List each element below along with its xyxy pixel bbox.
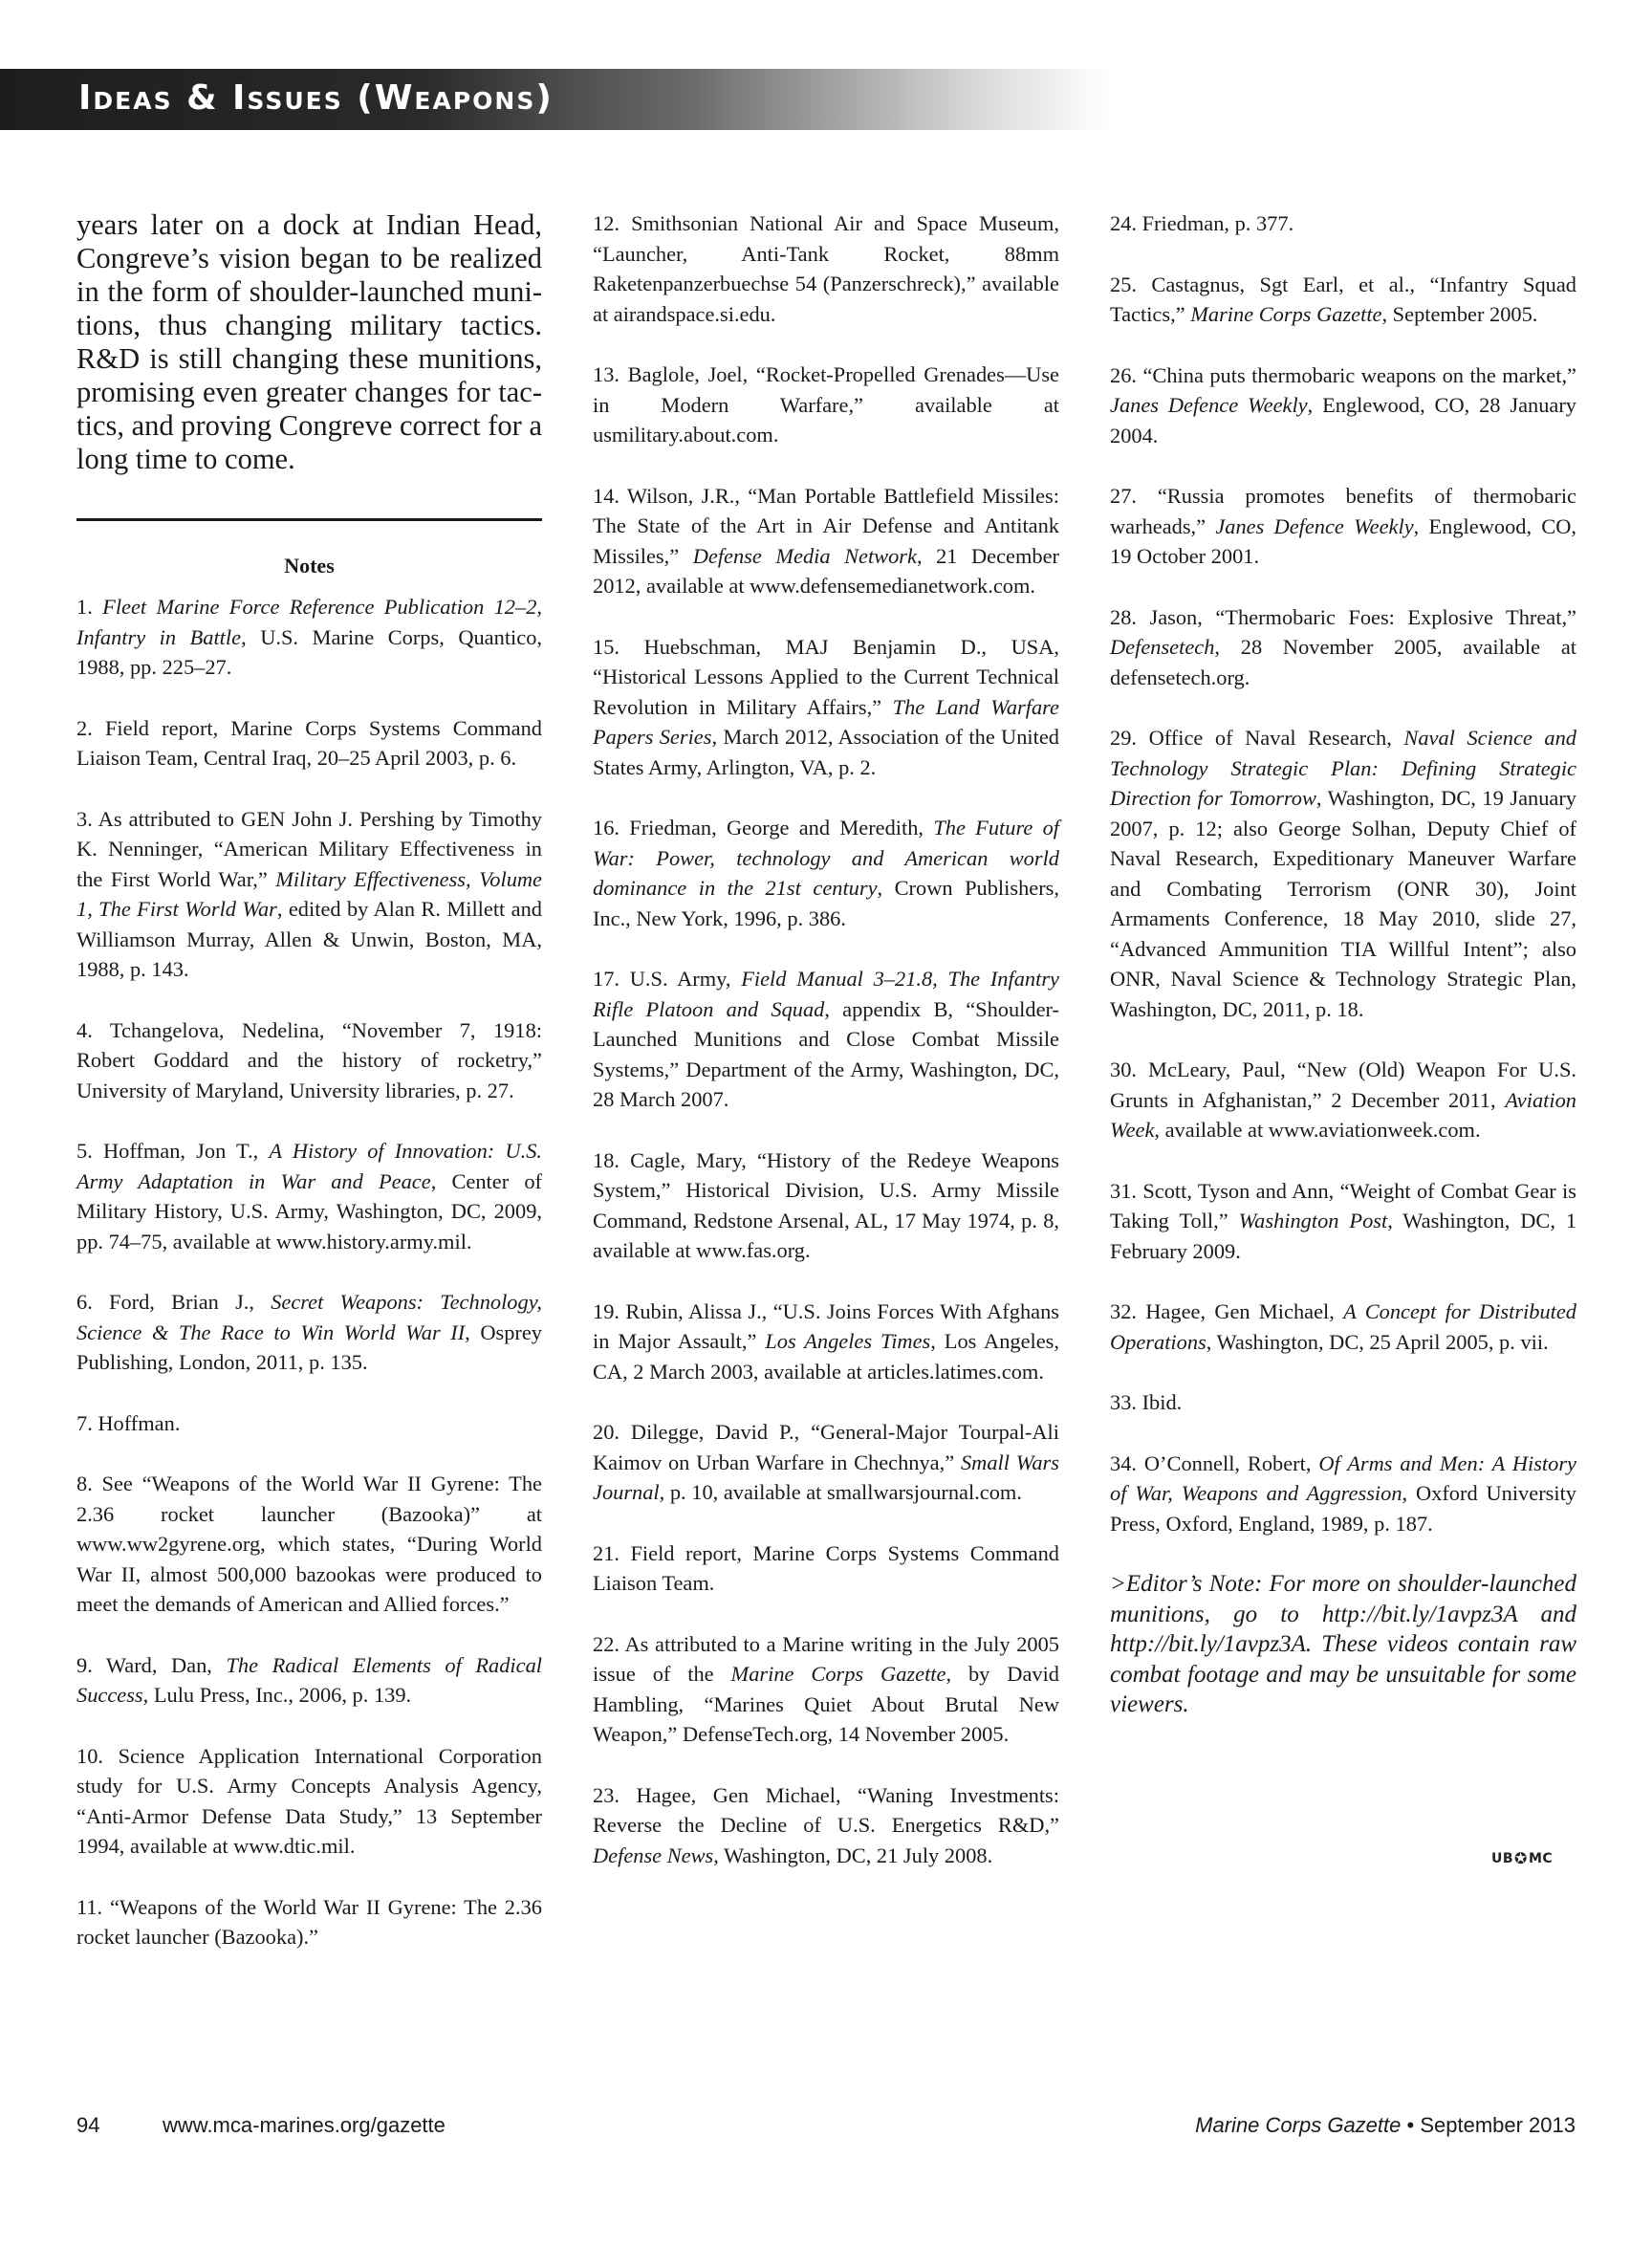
note-item (1110, 1297, 1576, 1357)
note-text: 33. Ibid. (1110, 1390, 1183, 1414)
note-item (76, 592, 542, 683)
note-title: Marine Corps Gazette (730, 1662, 946, 1686)
note-title: Janes Defence Weekly (1215, 513, 1414, 538)
note-text: 7. Hoffman. (76, 1410, 181, 1435)
note-item (1110, 360, 1576, 451)
note-text: 11. “Weapons of the World War II Gyrene: The 2.36 rocket launcher (Bazooka).” (76, 1894, 542, 1949)
note-item (593, 1538, 1059, 1599)
note-item (76, 1136, 542, 1256)
note-text: 8. See “Weapons of the World War II Gyrene: The 2.36 rocket launcher (Bazooka)” at www.ww2gyrene.org, which states, “During World War II, almost 500,000 bazookas were produced to meet the demands of American and Allied forces.” (76, 1472, 542, 1616)
page-number: 94 (76, 2113, 100, 2137)
note-text: 2. Field report, Marine Corps Systems Command Liaison Team, Central Iraq, 20–25 April 2003, p. 6. (76, 715, 542, 770)
note-text: , March 2012, Association of the United States Army, Arlington, VA, p. 2. (593, 725, 1059, 779)
column-1 (76, 208, 542, 1983)
note-text: 10. Science Application International Corporation study for U.S. Army Concepts Analysis Agency, “Anti-Armor Defense Data Study,” 13 September 1994, available at www.dtic.mil. (76, 1743, 542, 1858)
note-text: 29. Office of Naval Research, (1110, 726, 1404, 750)
note-title: Military Effectiveness, Volume 1, The First World War (76, 866, 542, 921)
note-title: A Concept for Distributed Operations (1110, 1299, 1576, 1354)
note-item (76, 1015, 542, 1106)
note-text: 12. Smithsonian National Air and Space Museum, “Launcher, Anti-Tank Rocket, 88mm Raketenpanzerbuechse 54 (Panzerschreck),” available at airandspace.si.edu. (593, 211, 1059, 326)
note-text: 24. Friedman, p. 377. (1110, 211, 1294, 235)
note-text: , available at www.aviationweek.com. (1154, 1118, 1481, 1142)
column-3 (1110, 208, 1576, 1720)
note-item (76, 1741, 542, 1862)
note-title: Fleet Marine Force Reference Publication 12–2, Infantry in Battle (76, 595, 542, 649)
note-item (1110, 481, 1576, 572)
note-title: The Future of War: Power, technology and American world dominance in the 21st century (593, 816, 1059, 900)
note-item (1110, 1449, 1576, 1539)
note-text: 34. O’Connell, Robert, (1110, 1450, 1319, 1475)
note-text: 26. “China puts thermobaric weapons on the market,” (1110, 362, 1576, 387)
note-item (593, 1145, 1059, 1266)
note-title: Defensetech (1110, 635, 1215, 659)
footer-publication-info (1195, 2113, 1576, 2138)
note-item (1110, 208, 1576, 239)
footer-url[interactable]: www.mca-marines.org/gazette (163, 2113, 446, 2137)
note-text: , Lulu Press, Inc., 2006, p. 139. (142, 1683, 412, 1707)
column-2 (593, 208, 1059, 1901)
note-item (593, 208, 1059, 329)
notes-list-1 (76, 592, 542, 1952)
usmc-emblem-icon: ✪ (1514, 1849, 1528, 1867)
note-text: , September 2005. (1381, 302, 1538, 326)
note-text: 5. Hoffman, Jon T., (76, 1139, 270, 1163)
note-text: , U.S. Marine Corps, Quantico, 1988, pp. 225–27. (76, 624, 542, 679)
note-text: 22. As attributed to a Marine writing in the July 2005 issue of the (593, 1631, 1059, 1686)
note-item (593, 360, 1059, 450)
note-text: 17. U.S. Army, (593, 967, 742, 991)
note-item (76, 713, 542, 774)
note-text: , 21 December 2012, available at www.defensemedianetwork.com. (593, 543, 1059, 598)
note-item (1110, 270, 1576, 330)
publication-name: Marine Corps Gazette (1195, 2113, 1402, 2137)
note-title: Defense News (593, 1843, 714, 1867)
note-item (593, 964, 1059, 1115)
note-text: 25. Castagnus, Sgt Earl, et al., “Infantry Squad Tactics,” (1110, 272, 1576, 326)
note-item (76, 1650, 542, 1711)
note-item (593, 1297, 1059, 1387)
note-text: , Crown Publishers, Inc., New York, 1996, p. 386. (593, 876, 1059, 930)
logo-right-text: MC (1528, 1850, 1554, 1866)
note-text: , Osprey Publishing, London, 2011, p. 135. (76, 1319, 542, 1374)
note-title: Janes Defence Weekly (1110, 393, 1308, 417)
note-title: Los Angeles Times (765, 1329, 931, 1353)
note-item (76, 1287, 542, 1378)
note-text: , by David Hambling, “Marines Quiet About Brutal New Weapon,” DefenseTech.org, 14 November 2005. (593, 1662, 1059, 1746)
note-text: 32. Hagee, Gen Michael, (1110, 1299, 1344, 1323)
notes-divider (76, 518, 542, 521)
article-lead-text: years later on a dock at Indian Head, Congreve’s vision began to be realized in the form of shoulder-launched munitions, thus changing military tactics. R&D is still changing these munitions, promising even greater changes for tactics, and proving Congreve correct for a long time to come. (76, 208, 542, 475)
note-item (76, 1892, 542, 1952)
note-text: 28. Jason, “Thermobaric Foes: Explosive Threat,” (1110, 604, 1576, 629)
issue-date: September 2013 (1420, 2113, 1576, 2137)
note-text: 13. Baglole, Joel, “Rocket-Propelled Grenades—Use in Modern Warfare,” available at usmilitary.about.com. (593, 362, 1059, 447)
logo-left-text: UB (1491, 1850, 1514, 1866)
note-item (1110, 1055, 1576, 1145)
note-text: 9. Ward, Dan, (76, 1652, 227, 1677)
notes-heading: Notes (284, 554, 335, 578)
note-item (593, 632, 1059, 783)
note-text: , p. 10, available at smallwarsjournal.com. (659, 1480, 1022, 1504)
note-title: Secret Weapons: Technology, Science & The Race to Win World War II (76, 1290, 542, 1344)
usmc-logo (1491, 1849, 1553, 1867)
note-text: 4. Tchangelova, Nedelina, “November 7, 1918: Robert Goddard and the history of rocketry,” University of Maryland, University libraries, p. 27. (76, 1017, 542, 1102)
note-title: The Land Warfare Papers Series (593, 694, 1059, 749)
note-title: Small Wars Journal (593, 1450, 1059, 1504)
note-item (593, 1417, 1059, 1508)
note-text: 16. Friedman, George and Meredith, (593, 816, 934, 840)
note-item (1110, 1387, 1576, 1418)
note-title: The Radical Elements of Radical Success (76, 1652, 542, 1707)
note-title: Naval Science and Technology Strategic Plan: Defining Strategic Direction for Tomorrow (1110, 726, 1576, 810)
note-text: , Washington, DC, 1 February 2009. (1110, 1209, 1577, 1263)
note-text: 18. Cagle, Mary, “History of the Redeye Weapons System,” Historical Division, U.S. Army Missile Command, Redstone Arsenal, AL, 17 May 1974, p. 8, available at www.fas.org. (593, 1147, 1059, 1262)
note-text: 27. “Russia promotes benefits of thermobaric warheads,” (1110, 484, 1576, 538)
note-text: , edited by Alan R. Millett and Williamson Murray, Allen & Unwin, Boston, MA, 1988, p. 143. (76, 897, 542, 981)
editor-note: >Editor’s Note: For more on shoulder-launched munitions, go to http://bit.ly/1avpz3A and http://bit.ly/1avpz3A. These videos contain raw combat footage and may be unsuitable for some viewers. (1110, 1571, 1576, 1717)
note-text: , Washington, DC, 21 July 2008. (713, 1843, 993, 1867)
note-title: Defense Media Network (692, 543, 917, 568)
note-title: Aviation Week (1110, 1087, 1576, 1142)
note-text: 3. As attributed to GEN John J. Pershing by Timothy K. Nenninger, “American Military Effectiveness in the First World War,” (76, 806, 542, 891)
footer-bullet: • (1406, 2113, 1415, 2137)
note-item (593, 1780, 1059, 1871)
note-title: Of Arms and Men: A History of War, Weapons and Aggression (1110, 1450, 1576, 1505)
note-item (1110, 723, 1576, 1024)
note-item (593, 481, 1059, 601)
note-title: A History of Innovation: U.S. Army Adaptation in War and Peace (76, 1139, 542, 1193)
note-item (76, 804, 542, 985)
note-text: , Englewood, CO, 28 January 2004. (1110, 393, 1576, 447)
note-title: Marine Corps Gazette (1190, 302, 1382, 326)
note-text: 30. McLeary, Paul, “New (Old) Weapon For U.S. Grunts in Afghanistan,” 2 December 2011, (1110, 1058, 1576, 1112)
note-item (1110, 602, 1576, 693)
note-text: , Center of Military History, U.S. Army, Washington, DC, 2009, pp. 74–75, available at www.history.army.mil. (76, 1168, 542, 1254)
note-text: 20. Dilegge, David P., “General-Major Tourpal-Ali Kaimov on Urban Warfare in Chechnya,” (593, 1420, 1059, 1474)
note-text: , Englewood, CO, 19 October 2001. (1110, 513, 1576, 568)
note-title: Field Manual 3–21.8, The Infantry Rifle Platoon and Squad (593, 967, 1059, 1021)
notes-list-2 (593, 208, 1059, 1870)
note-text: 15. Huebschman, MAJ Benjamin D., USA, “Historical Lessons Applied to the Current Technical Revolution in Military Affairs,” (593, 634, 1059, 719)
notes-list-3 (1110, 208, 1576, 1538)
note-item (1110, 1176, 1576, 1267)
note-text: , Los Angeles, CA, 2 March 2003, available at articles.latimes.com. (593, 1329, 1059, 1384)
note-text: , 28 November 2005, available at defensetech.org. (1110, 635, 1576, 689)
note-text: 6. Ford, Brian J., (76, 1290, 272, 1314)
note-text: 21. Field report, Marine Corps Systems Command Liaison Team. (593, 1540, 1059, 1595)
note-item (76, 1408, 542, 1439)
note-text: , Oxford University Press, Oxford, England, 1989, p. 187. (1110, 1481, 1576, 1536)
note-item (593, 1629, 1059, 1750)
note-text: 1. (76, 595, 103, 619)
note-text: , Washington, DC, 19 January 2007, p. 12; also George Solhan, Deputy Chief of Naval Research, Expeditionary Maneuver Warfare and Combating Terrorism (ONR 30), Joint Armaments Conference, 18 May 2010, slide 27, “Advanced Ammunition TIA Willful Intent”; also ONR, Naval Science & Technology Strategic Plan, Washington, DC, 2011, p. 18. (1110, 786, 1576, 1021)
note-text: , Washington, DC, 25 April 2005, p. vii. (1206, 1329, 1549, 1354)
note-item (76, 1469, 542, 1620)
note-text: , appendix B, “Shoulder-Launched Munitions and Close Combat Missile Systems,” Department of the Army, Washington, DC, 28 March 2007. (593, 996, 1059, 1111)
section-title: Ideas & Issues (Weapons) (78, 78, 554, 118)
note-text: 14. Wilson, J.R., “Man Portable Battlefield Missiles: The State of the Art in Air Defense and Antitank Missiles,” (593, 483, 1059, 568)
note-text: 23. Hagee, Gen Michael, “Waning Investments: Reverse the Decline of U.S. Energetics R&D,” (593, 1782, 1059, 1837)
note-item (593, 813, 1059, 933)
note-text: 19. Rubin, Alissa J., “U.S. Joins Forces With Afghans in Major Assault,” (593, 1298, 1059, 1353)
note-title: Washington Post (1238, 1209, 1388, 1232)
note-text: 31. Scott, Tyson and Ann, “Weight of Combat Gear is Taking Toll,” (1110, 1178, 1576, 1232)
section-banner (0, 69, 1109, 130)
